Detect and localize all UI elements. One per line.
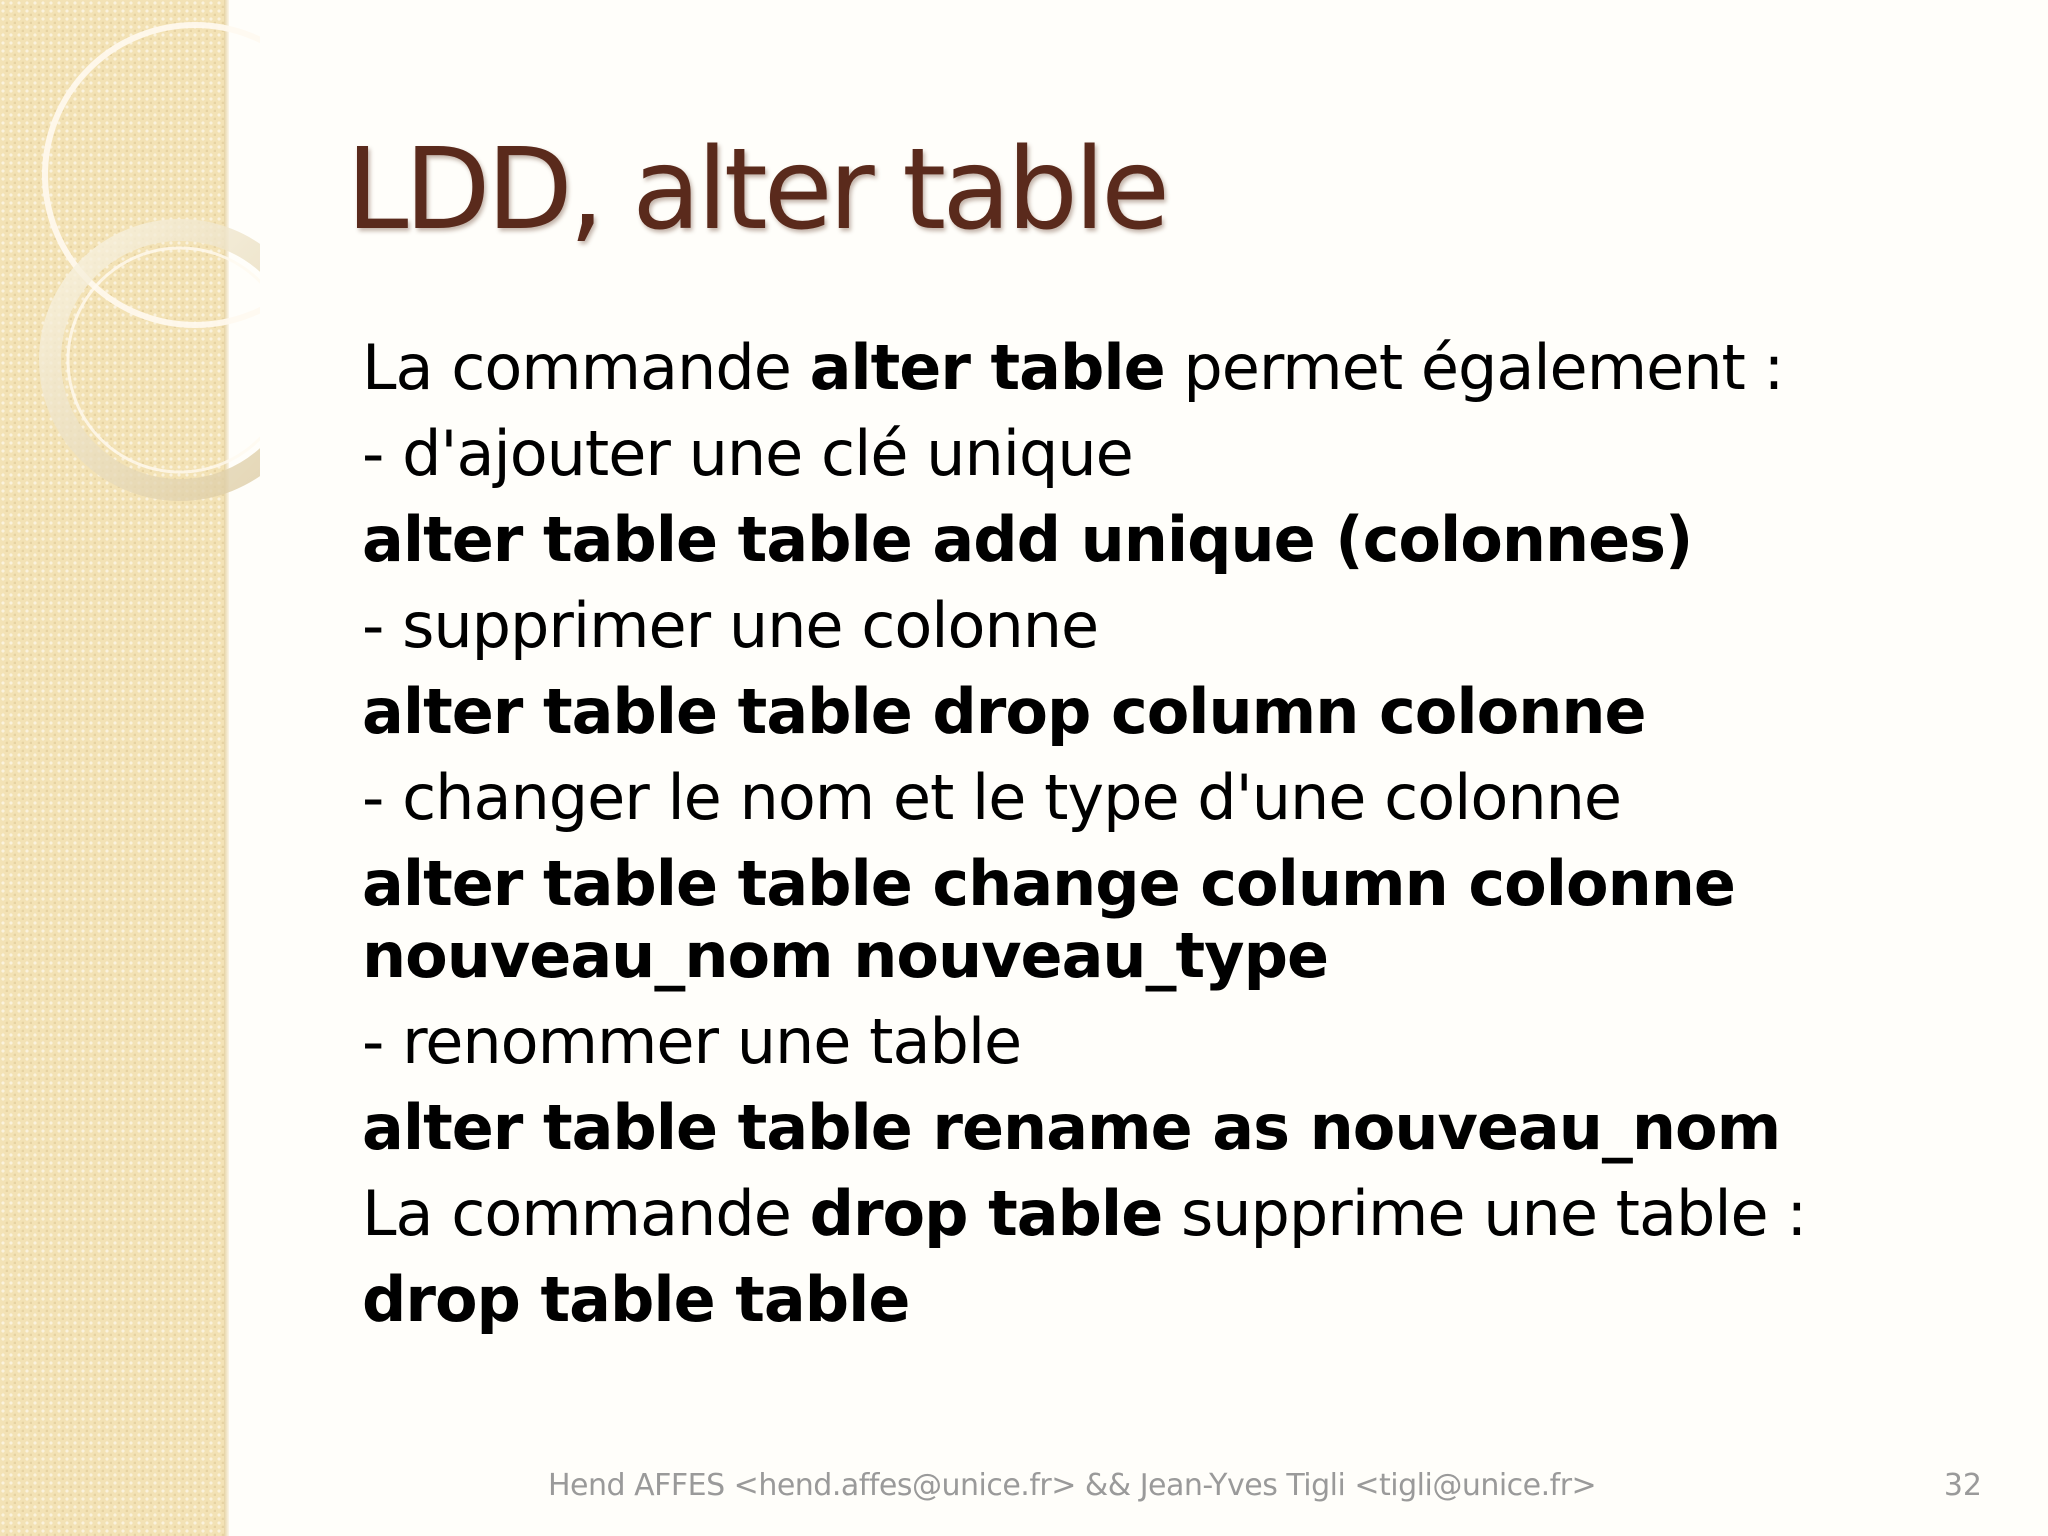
body-text-bold: alter table table rename as nouveau_nom [362,1091,1781,1164]
body-text: supprime une table : [1162,1177,1807,1250]
body-text: La commande [362,331,810,404]
body-line [362,841,1982,999]
body-line [362,411,1982,497]
page-number: 32 [1943,1468,1982,1503]
ring-medium-inner [68,248,260,472]
body-text: - supprimer une colonne [362,589,1099,662]
body-text: permet également : [1164,331,1784,404]
body-text-bold: alter table [809,331,1165,404]
body-text-bold: alter table table drop column colonne [362,675,1646,748]
footer-authors: Hend AFFES <hend.affes@unice.fr> && Jean-Yves Tigli <tigli@unice.fr> [548,1468,1597,1503]
body-line [362,669,1982,755]
body-text: La commande [362,1177,810,1250]
body-text-bold: drop table [809,1177,1163,1250]
decorative-rings [0,0,260,520]
body-text-bold: alter table table change column colonne nouveau_nom nouveau_type [362,847,1735,992]
body-line [362,1171,1982,1257]
body-line [362,755,1982,841]
body-text: - changer le nom et le type d'une colonne [362,761,1622,834]
body-text: - renommer une table [362,1005,1022,1078]
body-text: - d'ajouter une clé unique [362,417,1133,490]
body-line [362,583,1982,669]
body-text-bold: drop table table [362,1263,910,1336]
slide-body [362,325,1982,1343]
ring-medium-outer [50,230,260,490]
body-line [362,1257,1982,1343]
body-text-bold: alter table table add unique (colonnes) [362,503,1693,576]
slide-title: LDD, alter table [346,125,1166,255]
body-line [362,999,1982,1085]
body-line [362,497,1982,583]
body-line [362,325,1982,411]
body-line [362,1085,1982,1171]
